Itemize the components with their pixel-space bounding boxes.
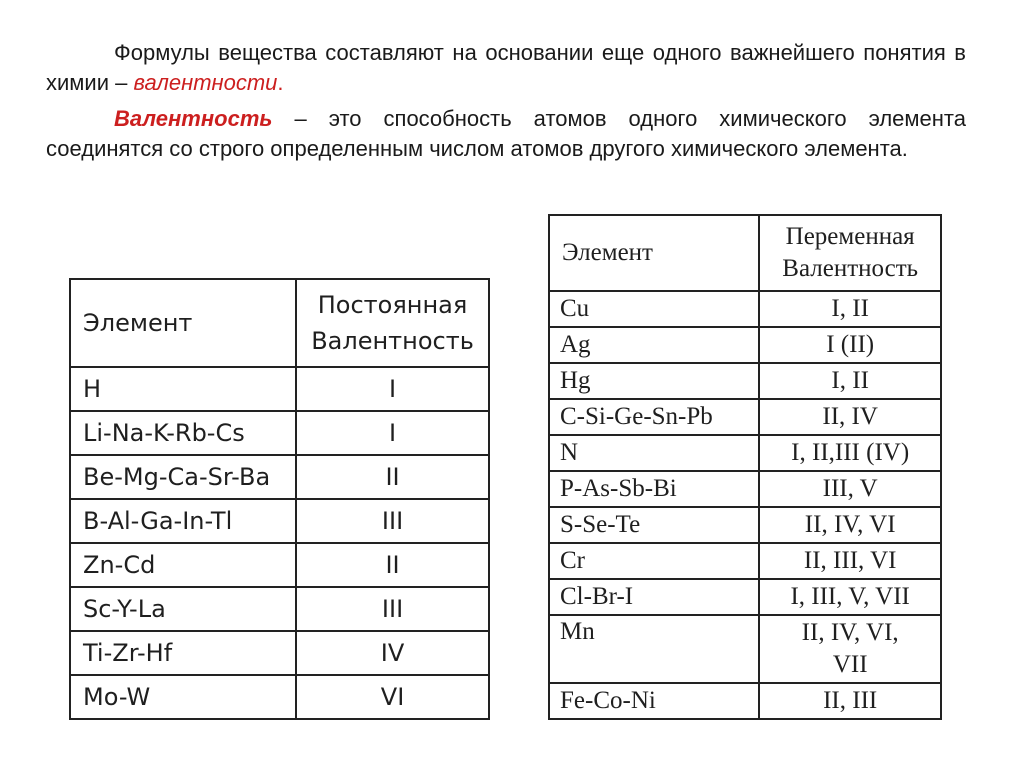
element-cell: S-Se-Te [549, 507, 759, 543]
table-row [70, 455, 489, 499]
term-valence-definition: Валентность [114, 106, 273, 131]
element-cell: Li-Na-K-Rb-Cs [70, 411, 296, 455]
element-cell: C-Si-Ge-Sn-Pb [549, 399, 759, 435]
intro-p2-text: – это способность атомов одного химического элемента соединятся со строго определенным числом атомов другого химического элемента. [46, 106, 966, 161]
table-header-row [70, 279, 489, 367]
valence-cell: I, II,III (IV) [759, 435, 941, 471]
header-constant-valence: Постоянная Валентность [296, 279, 489, 367]
table-row [549, 615, 941, 683]
table-row [70, 367, 489, 411]
element-cell: Mo-W [70, 675, 296, 719]
element-cell: Mn [549, 615, 759, 683]
valence-cell: II [296, 543, 489, 587]
table-row [549, 471, 941, 507]
element-cell: H [70, 367, 296, 411]
constant-valence-table [69, 278, 490, 720]
intro-paragraph-2 [46, 104, 966, 164]
intro-paragraph-1 [46, 38, 966, 98]
table-row [549, 291, 941, 327]
table-row [549, 579, 941, 615]
table-row [549, 435, 941, 471]
table-row [70, 543, 489, 587]
intro-p1-text: Формулы вещества составляют на основании еще одного важнейшего понятия в химии – [46, 40, 966, 95]
valence-cell: I (II) [759, 327, 941, 363]
element-cell: Ag [549, 327, 759, 363]
term-valence-lowercase: валентности [133, 70, 278, 95]
table-row [70, 587, 489, 631]
element-cell: Be-Mg-Ca-Sr-Ba [70, 455, 296, 499]
valence-cell: I [296, 367, 489, 411]
valence-cell: II [296, 455, 489, 499]
element-cell: Hg [549, 363, 759, 399]
element-cell: Cu [549, 291, 759, 327]
table-row [549, 507, 941, 543]
element-cell: Sc-Y-La [70, 587, 296, 631]
table-row [549, 683, 941, 719]
intro-text [46, 38, 966, 170]
variable-valence-table [548, 214, 942, 720]
table-row [549, 399, 941, 435]
valence-cell: I [296, 411, 489, 455]
intro-p1-end: . [277, 70, 284, 95]
element-cell: N [549, 435, 759, 471]
element-cell: Cl-Br-I [549, 579, 759, 615]
table-row [70, 675, 489, 719]
valence-cell: IV [296, 631, 489, 675]
valence-cell: I, II [759, 363, 941, 399]
header-element: Элемент [70, 279, 296, 367]
element-cell: Fe-Co-Ni [549, 683, 759, 719]
valence-cell: VI [296, 675, 489, 719]
valence-cell: II, III [759, 683, 941, 719]
table-row [70, 411, 489, 455]
valence-cell: II, IV, VI [759, 507, 941, 543]
valence-cell: III, V [759, 471, 941, 507]
valence-cell: III [296, 499, 489, 543]
element-cell: P-As-Sb-Bi [549, 471, 759, 507]
valence-cell: II, III, VI [759, 543, 941, 579]
valence-cell: II, IV [759, 399, 941, 435]
table-row [549, 327, 941, 363]
table-row [70, 631, 489, 675]
table-row [549, 543, 941, 579]
valence-cell: II, IV, VI, VII [759, 615, 941, 683]
element-cell: Ti-Zr-Hf [70, 631, 296, 675]
element-cell: B-Al-Ga-In-Tl [70, 499, 296, 543]
table-row [70, 499, 489, 543]
header-element: Элемент [549, 215, 759, 291]
element-cell: Zn-Cd [70, 543, 296, 587]
valence-cell: I, II [759, 291, 941, 327]
element-cell: Cr [549, 543, 759, 579]
table-row [549, 363, 941, 399]
valence-cell: III [296, 587, 489, 631]
header-variable-valence: Переменная Валентность [759, 215, 941, 291]
table-header-row [549, 215, 941, 291]
valence-cell: I, III, V, VII [759, 579, 941, 615]
